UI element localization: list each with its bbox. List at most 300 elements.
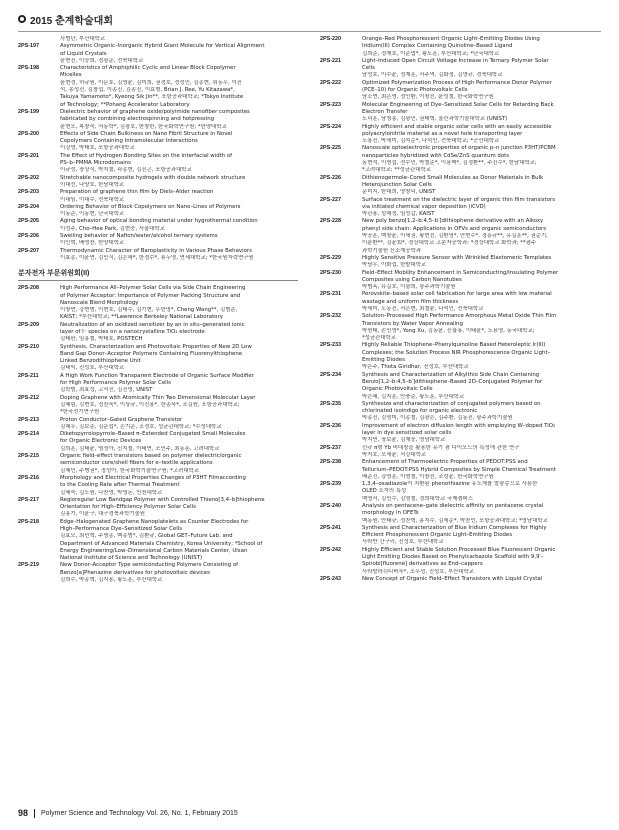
entry-line: 백영서, 김민수, 김영철, 경희대학교 국제캠퍼스 [362, 495, 473, 502]
entry-line: Organic Photovoltaic Cells [362, 386, 433, 393]
entry-line: 사라반 간구리, 진성호, 부산대학교 [362, 539, 444, 546]
entry-line: Micelles [60, 72, 82, 79]
entry-line: 김혜림, 김현호, 정찬욱*, 이상규, 이진용*, 한종욱*, 조길원, 포항공과대학교; [60, 401, 240, 408]
entry-line: *성균관대학교 [362, 335, 396, 342]
entry-line: 김태완, 임홍철, 박태호, POSTECH [60, 336, 143, 343]
entry-line: 남성호, 이수윤, 정재훈, 서주역, 김화정, 김영규, 경북대학교 [362, 72, 503, 79]
entry-body [60, 417, 297, 432]
header-divider [18, 31, 601, 32]
conference-title: 2015 춘계학술대회 [30, 15, 113, 27]
entry-body [60, 248, 297, 263]
entry-body [60, 475, 297, 497]
entry-line: Regioregular Low Bandgap Polymer with Controlled Thieno[3,4–b]thiophene [60, 496, 265, 503]
entry-body [60, 322, 297, 344]
entry-body [60, 131, 297, 153]
entry-id: 2PS-228 [320, 218, 341, 225]
abstract-entry [320, 401, 599, 423]
entry-line: Morphology and Electrical Properties Changes of P3HT Filmaccording [60, 474, 246, 481]
entry-line: Proton Conductor–Gated Graphene Transistor [60, 416, 183, 423]
abstract-entry [320, 313, 599, 342]
entry-id: 2PS-235 [320, 400, 341, 407]
journal-citation: Polymer Science and Technology Vol. 26, No. 1, February 2015 [41, 809, 238, 817]
entry-line: Perovskite–based solar cell fabrication for large area with low material [362, 291, 552, 298]
entry-body [362, 197, 599, 219]
entry-line: 김태익, 진성호, 부산대학교 [60, 365, 125, 372]
entry-body [362, 102, 599, 124]
entry-line: 사범단, 부산대학교 [60, 36, 106, 42]
entry-line: 배준진, 강영훈, 이명철, 이창진, 조성윤, 한국화학연구원 [362, 473, 494, 480]
entry-line: 남소연, 최은영, 정인환, 이창진, 윤성철, 한국화학연구원 [362, 94, 494, 101]
entry-body [60, 218, 297, 233]
entry-line: Energy Engineering/Low–Dimensional Carbon Materials Center, Ulsan [60, 547, 248, 554]
entry-body [362, 547, 599, 576]
entry-line: 김혜민, 주병권*, 정성아, 한국화학기술연구원; *고려대학교 [60, 467, 199, 474]
abstract-entry [18, 218, 297, 233]
entry-line: 문미지, 한대희, 양창덕, UNIST [362, 189, 436, 196]
entry-line: Dielectric behavior of graphene oxide/polyimide nanofiber composites [60, 108, 250, 115]
abstract-entry [18, 453, 297, 475]
entry-line: Molecular Engineering of Dye–Sensitized Solar Cells for Retarding Back [362, 101, 554, 108]
entry-line: Organic field–effect transistors based on polymer dielectric/organic [60, 453, 242, 460]
abstract-entry [18, 519, 297, 563]
entry-line: Aging behavior of optical bonding material under hygrothermal condition [60, 218, 258, 225]
entry-line: 김희수, 박종혁, 김지용, 황도훈, 부산대학교 [60, 577, 163, 584]
entry-line: of Technology; **Pohang Accelerator Laboratory [60, 101, 190, 108]
entry-body [60, 453, 297, 475]
entry-body [60, 497, 297, 519]
entry-line: Improvement of electron diffusion length with employing W–doped TiO₂ [362, 422, 556, 429]
entry-id: 2PS-209 [18, 321, 39, 328]
entry-body [362, 270, 599, 292]
entry-line: Orange–Red Phosphorescent Organic Light–Emitting Diodes Using [362, 36, 540, 42]
entry-line: High–Performance Dye–Sensitized Solar Cells [60, 526, 182, 532]
entry-line: chlorinated isoindigo for organic electronic [362, 408, 478, 415]
abstract-entry [18, 248, 297, 263]
abstract-entry [18, 431, 297, 453]
entry-body [362, 445, 599, 460]
entry-line: Benzo[a]Phenazine derivatives for photovoltaic devices [60, 569, 210, 576]
entry-body [60, 431, 297, 453]
entry-id: 2PS-237 [320, 444, 341, 451]
entry-id: 2PS-223 [320, 101, 341, 108]
entry-line: A High Work Function Transparent Electrode of Organic Surface Modifier [60, 372, 254, 379]
abstract-entry [18, 153, 297, 175]
entry-line: Asymmetric Organic–Inorganic Hybrid Giant Molecule for Vertical Alignment [60, 43, 265, 50]
entry-line: for Organic Electronic Devices [60, 438, 142, 445]
entry-line: Light Emitting Diodes Based on Phenylcarbazole Scaffold with 9,9′– [362, 554, 544, 561]
entry-line: Benzo[1,2–b:4,5–b′]dithiophene–Based 2D–Conjugated Polymer for [362, 378, 543, 385]
entry-id: 2PS-226 [320, 174, 341, 181]
entry-line: semiconductor core/shell fibers for e–textile applications [60, 460, 213, 467]
entry-line: 이강영, 박태호, 포항공과대학교 [60, 145, 135, 152]
entry-body [362, 124, 599, 146]
page-number: 98 [18, 808, 29, 818]
entry-line: Complexes; the Solution Process NIR Phosphorescence Organic Light– [362, 349, 551, 356]
entry-id: 2PS-234 [320, 371, 341, 378]
entry-line: Efficient Phosphorescent Organic Light–Emitting Diodes [362, 532, 513, 539]
entry-line: 박은주, Thota Giridhar, 진성호, 부산대학교 [362, 364, 469, 371]
entry-line: 이인혁, 배영찬, 한양대학교 [60, 240, 125, 247]
entry-line: layer in dye sensitized solar cells [362, 430, 452, 437]
entry-line: Emitting Diodes [362, 357, 405, 364]
entry-line: 박범옥, 유길호, 이광희, 광주과학기술원 [362, 284, 456, 291]
abstract-entry [18, 475, 297, 497]
entry-line: 과학기술원 신소재공학과 [362, 247, 421, 254]
entry-line: Diketopyrrolopyrrole–Based π–Extended Conjugated Small Molecules [60, 431, 246, 438]
entry-id: 2PS-238 [320, 459, 341, 466]
entry-body [362, 525, 599, 547]
entry-line: 이윤환**, 김윤회*, 경상대학교 고분자공학과; *경상대학교 화학과; **광주 [362, 240, 537, 247]
entry-line: wastage and uniform film thickness [362, 298, 459, 305]
abstract-entry [320, 547, 599, 576]
entry-line: Highly Reliable Thiophene–Phenylquinoline Based Heteroleptic Ir(III) [362, 342, 546, 349]
entry-line: Characteristics of Amphiphilic Cyclic and Linear Block Copolymer [60, 65, 236, 72]
entry-body [362, 36, 599, 58]
entry-body [362, 372, 599, 401]
entry-body [60, 285, 297, 321]
abstract-entry [18, 36, 297, 43]
entry-body [362, 175, 599, 197]
entry-id: 2PS-207 [18, 247, 39, 254]
entry-line: Solution–Processed High Performance Amorphous Metal Oxide Thin Film [362, 313, 557, 320]
entry-line: 이대임, 이대수, 전북대학교 [60, 196, 125, 203]
entry-line: Enhancement of Thermoelectric Properties of PEDOT:PSS and [362, 459, 528, 466]
abstract-entry [320, 372, 599, 401]
entry-id: 2PS-221 [320, 57, 341, 64]
entry-line: Spirobi[fluorene] derivatives as End–cappers [362, 561, 483, 568]
abstract-entry [18, 417, 297, 432]
entry-id: 2PS-206 [18, 233, 39, 240]
entry-line: Synthesis, Characterization and Photovoltaic Properties of New 2D Low [60, 343, 252, 350]
entry-line: Takuya Yamamoto*, Kyeong Sik Jin**, 포항공과대학교; *Tokyo Institute [60, 94, 244, 101]
abstract-entry [18, 189, 297, 204]
entry-body [362, 576, 599, 583]
entry-line: 이동준, 이동현, 단국대학교 [60, 211, 125, 218]
entry-line: Edge–Halogenated Graphene Nanoplatelets as Counter Electrodes for [60, 518, 249, 525]
left-bottom-entries [18, 285, 297, 584]
entry-line: Electron Transfer [362, 108, 408, 115]
right-entries [320, 36, 599, 583]
entry-id: 2PS-203 [18, 189, 39, 196]
abstract-entry [18, 562, 297, 584]
entry-body [362, 291, 599, 313]
entry-line: Synthesis and Characterization of Alkylthio Side Chain Containing [362, 371, 540, 378]
abstract-entry [320, 291, 599, 313]
entry-line: Copolymers Containing Intramolecular Interactions [60, 138, 198, 145]
entry-id: 2PS-211 [18, 372, 39, 379]
entry-line: 박남우, 이화섭, 한밭대학교 [362, 262, 427, 269]
entry-body [362, 503, 599, 525]
entry-line: 박은혜, 김지훈, 안충준, 황도훈, 부산대학교 [362, 393, 465, 400]
page-header [18, 12, 113, 26]
entry-id: 2PS-199 [18, 108, 39, 115]
page-footer [18, 808, 238, 818]
entry-line: New Concept of Organic Field–Effect Transistors with Liquid Crystal [362, 575, 543, 582]
entry-line: for High Performance Polymer Solar Cells [60, 380, 171, 387]
entry-line: *한국전기연구원 [60, 409, 100, 416]
entry-line: Nanoscale optoelectronic properties of organic p–n junction P3HT/PCBM [362, 145, 556, 152]
entry-line: 이성주, Cho–Hee Park, 김현중, 서울대학교 [60, 225, 165, 232]
entry-line: National Institute of Science and Technology (UNIST) [60, 555, 203, 562]
entry-id [18, 36, 60, 43]
entry-body [60, 43, 297, 65]
abstract-entry [18, 395, 297, 417]
abstract-entry [320, 525, 599, 547]
entry-id: 2PS-205 [18, 218, 39, 225]
entry-line: Surface treatment on the dielectric layer of organic thin film transistors [362, 196, 556, 203]
entry-line: 1,3,4–oxadiazole이 치환된 phenothiazine 유도체를 발광층으로 사용한 [362, 481, 538, 488]
abstract-entry [320, 255, 599, 270]
entry-line: 박지연, 장보윤, 김재웅, 영남대학교 [362, 437, 446, 444]
entry-line: Highly Sensitive Pressure Sensor with Wrinkled Elastomeric Templates [362, 254, 552, 261]
entry-id: 2PS-208 [18, 285, 39, 292]
abstract-entry [18, 131, 297, 153]
entry-line: 김희훈, 김태윤, 염정아, 신지철, 이태연, 조민주, 최동훈, 고려대학교 [60, 445, 220, 452]
entry-body [362, 80, 599, 102]
entry-line: Dithienogermole–Cored Small Molecules as Donor Materials in Bulk [362, 174, 544, 181]
entry-line: 김홍기, 이윤구, 대구경북과학기술원 [60, 511, 145, 518]
abstract-entry [18, 43, 297, 65]
abstract-entry [320, 80, 599, 102]
entry-id: 2PS-216 [18, 474, 39, 481]
entry-line: Stretchable nanocomposite hydrogels with double network structure [60, 174, 246, 181]
entry-line: 노덕훈, 남청송, 김광민, 권태혁, 울산과학기술대학교 (UNIST) [362, 116, 508, 123]
entry-line: Synthesis and Characterization of Blue Iridium Complexes for Highly [362, 524, 547, 531]
abstract-entry [18, 497, 297, 519]
entry-line: 박종진, 김영미, 이종철, 김광은, 김주환, 김동진, 광주과학기술원 [362, 415, 513, 422]
entry-id: 2PS-212 [18, 394, 39, 401]
entry-body [60, 109, 297, 131]
entry-id: 2PS-242 [320, 546, 341, 553]
abstract-entry [18, 65, 297, 109]
entry-body [362, 459, 599, 481]
left-top-entries [18, 36, 297, 262]
abstract-entry [18, 285, 297, 321]
entry-id: 2PS-214 [18, 431, 39, 438]
entry-id: 2PS-217 [18, 496, 39, 503]
entry-line: Tellurium–PEDOT:PSS Hybrid Composites by Simple Chemical Treatment [362, 466, 556, 473]
entry-line: KAIST; *부산대학교; **Lawrence Berkeley National Laboratory [60, 314, 223, 321]
entry-line: 사라발라쉬디버루*, 조우성, 진성호, 부산대학교 [362, 568, 474, 575]
entry-body [362, 481, 599, 503]
entry-line: 동현석, 이명섭, 전수민, 박철준*, 이용백*, 김정환**, 주진수*, 한남대학교; [362, 160, 537, 167]
entry-id: 2PS-222 [320, 79, 341, 86]
entry-id: 2PS-239 [320, 481, 341, 488]
entry-line: Nanoscale Blend Morphology [60, 299, 139, 306]
entry-id: 2PS-229 [320, 254, 341, 261]
abstract-entry [320, 197, 599, 219]
entry-id: 2PS-201 [18, 152, 39, 159]
entry-line: Neutralization of an oxidized sensitizer by an in situ–generated ionic [60, 321, 245, 328]
entry-body [362, 145, 599, 174]
abstract-entry [320, 503, 599, 525]
abstract-entry [320, 218, 599, 254]
abstract-entry [320, 102, 599, 124]
entry-line: Swelling behavior of Nafion/water/alcohol ternary systems [60, 233, 218, 240]
entry-id: 2PS-197 [18, 43, 39, 50]
entry-body [60, 204, 297, 219]
entry-body [60, 36, 297, 43]
entry-line: 윤현진, 이승희, 정광운, 전북대학교 [60, 57, 144, 64]
entry-line: 이효종, 이윤연, 김민식, 김은혜*, 한정수*, 류두영, 연세대학교; *한국원자력연구원 [60, 254, 254, 261]
entry-line: Field–Effect Mobility Enhancement in Semiconducting/Insulating Polymer [362, 269, 559, 276]
entry-line: (PCE–10) for Organic Photovoltaic Cells [362, 87, 468, 94]
entry-line: via initiated chemical vapor deposition (iCVD) [362, 203, 486, 210]
entry-line: polyacrylonitrile material as a novel hole transporting layer [362, 130, 523, 137]
entry-line: 박관용, 성해정, 임성갑, KAIST [362, 211, 435, 218]
abstract-entry [18, 204, 297, 219]
entry-id: 2PS-198 [18, 65, 39, 72]
entry-id: 2PS-227 [320, 196, 341, 203]
entry-id: 2PS-240 [320, 503, 341, 509]
entry-line: 신규 π형 Yb 비대칭을 활용한 유기 광 다이오드의 특성에 관한 연구 [362, 444, 520, 451]
abstract-entry [320, 175, 599, 197]
entry-line: 이규성, 장상식, 박지철, 곽종현, 김진곤, 포항공과대학교 [60, 167, 192, 174]
entry-line: Orientation for High–Efficiency Polymer Solar Cells [60, 504, 196, 511]
entry-id: 2PS-224 [320, 123, 341, 130]
entry-id: 2PS-241 [320, 524, 341, 531]
entry-id: 2PS-243 [320, 575, 341, 582]
entry-line: Band Gap Donor–Acceptor Polymers Containing Fluorenylthiophene [60, 350, 243, 357]
entry-line: 박세미, 노동진, 서은현, 최철윤, 나석인, 전북대학교 [362, 305, 484, 312]
abstract-entry [320, 459, 599, 481]
entry-line: to the Cooling Rate after Thermal Treatment [60, 482, 180, 489]
entry-line: Department of Advanced Materials Chemistry, Korea University; *School of [60, 540, 263, 547]
entry-body [362, 401, 599, 423]
entry-id: 2PS-200 [18, 130, 39, 137]
entry-body [60, 189, 297, 204]
entry-line: phenyl side chain: Applications in OFVs and organic semiconductors [362, 225, 547, 232]
entry-line: Preparation of graphene thin film by Diels–Alder reaction [60, 189, 214, 196]
entry-line: of Liquid Crystals [60, 50, 107, 57]
abstract-entry [320, 576, 599, 583]
entry-body [362, 218, 599, 254]
abstract-entry [320, 36, 599, 58]
entry-id: 2PS-213 [18, 416, 39, 423]
entry-line: Synthesize and characterization of conjugated polymers based on [362, 400, 541, 407]
entry-id: 2PS-204 [18, 203, 39, 210]
entry-id: 2PS-233 [320, 342, 341, 349]
entry-body [362, 342, 599, 371]
entry-id: 2PS-225 [320, 145, 341, 152]
entry-body [362, 313, 599, 342]
entry-line: OLED 소자의 특성 [362, 488, 407, 495]
entry-body [60, 175, 297, 190]
abstract-entry [320, 270, 599, 292]
entry-body [60, 373, 297, 395]
right-column [320, 36, 599, 583]
entry-line: New poly benzo[1,2–b:4,5–b′]dithiophene derivative with an Alkoxy [362, 218, 544, 225]
entry-line: Composites using Carbon Nanotubes [362, 276, 462, 283]
abstract-entry [18, 175, 297, 190]
entry-body [60, 519, 297, 563]
entry-line: 이창연, 강현범, 이현호, 김태수, 김기현, 우한영*, Cheng Wang**, 김범준, [60, 307, 238, 314]
abstract-entry [320, 481, 599, 503]
entry-id: 2PS-230 [320, 269, 341, 276]
entry-body [60, 395, 297, 417]
entry-body [362, 255, 599, 270]
abstract-entry [320, 445, 599, 460]
entry-id: 2PS-231 [320, 291, 341, 298]
abstract-entry [18, 373, 297, 395]
entry-line: 박지호, 오세윤, 서강대학교 [362, 451, 427, 458]
entry-line: fabricated by combining electrospinning and hotpressing [60, 116, 215, 123]
entry-line: morphology in OFETs [362, 510, 419, 517]
entry-line: Highly efficient and stable organic solar cells with an easily accessible [362, 123, 552, 130]
entry-body [60, 233, 297, 248]
entry-line: layer of I⁻ species on a nanocrystalline TiO₂ electrode [60, 328, 205, 335]
entry-line: New Donor–Acceptor Type semiconducting Polymers Consisting of [60, 562, 239, 569]
entry-body [60, 153, 297, 175]
abstract-entry [320, 58, 599, 80]
section-heading: 분자전자 부문위원회(II) [18, 268, 298, 281]
abstract-entry [320, 423, 599, 445]
entry-line: Optimized Polymerization Process of High Performance Donor Polymer [362, 79, 552, 86]
abstract-entry [18, 322, 297, 344]
entry-id: 2PS-202 [18, 174, 39, 181]
entry-body [362, 423, 599, 445]
entry-id: 2PS-210 [18, 343, 39, 350]
entry-line: Thermodynamic Character of Baroplasticity in Various Phase Behaviors [60, 247, 252, 254]
abstract-entry [320, 124, 599, 146]
entry-line: Doping Graphene with Atomically Thin Two Dimensional Molecular Layer [60, 394, 256, 401]
entry-line: 김희준, 정재호, 이준엽*, 황도훈, 부산대학교; *단국대학교 [362, 50, 500, 57]
abstract-entry [320, 145, 599, 174]
entry-line: Analysis on pentacene–gate dielectric affinity on pentacene crystal [362, 503, 544, 509]
entry-line: 노용진, 박세미, 김석순*, 나석인, 전북대학교; *군산대학교 [362, 138, 500, 145]
entry-line: The Effect of Hydrogen Bonding Sites on the interfacial width of [60, 152, 233, 159]
entry-line: Transistors by Water Vapor Annealing [362, 320, 463, 327]
left-column [18, 36, 297, 584]
entry-body [60, 562, 297, 584]
entry-line: 윤현경, 허규원, 이문호, 김영윤, 김미희, 권경호, 정성민, 김종현, 위동우, 이진 [60, 79, 242, 86]
entry-line: of Polymer Acceptor: Importance of Polymer Packing Structure and [60, 292, 241, 299]
entry-line: 김혜우, 김보준, 김운섭*, 손기운, 조정호, 성균관대학교; *수성대학교 [60, 423, 222, 430]
entry-id: 2PS-218 [18, 518, 39, 525]
entry-line: 박원태, 손인영*, Yong Xu, 김동윤, 신율휴, 이태윤*, 노용영, 동국대학교; [362, 327, 535, 334]
entry-body [362, 58, 599, 80]
circle-bullet-icon [18, 15, 26, 23]
entry-body [60, 344, 297, 373]
entry-line: Ordering Behavior of Block Copolymers on Nano–Lines of Polymers [60, 203, 241, 210]
entry-line: 윤현오, 복창숙, 서동학*, 김광호, 한창한, 한국화학연구원; *한양대학교 [60, 123, 227, 130]
entry-line: 김혜숙, 김도원, 나찬영, 박영돈, 인천대학교 [60, 489, 163, 496]
entry-line: 박공훈, 백창윤, 이세권, 황현진, 김환녕*, 안현수*, 경흥규**, 유길훈**, 권순기, [362, 233, 548, 240]
abstract-entry [18, 344, 297, 373]
entry-line: Cells [362, 65, 375, 72]
entry-id: 2PS-220 [320, 36, 341, 42]
entry-id: 2PS-215 [18, 453, 39, 460]
entry-line: 김효모, 최민혁, 주명종, 백종범*, 김환규, Global GET–Future Lab. and [60, 533, 233, 540]
entry-line: Highly Efficient and Stable Solution Processed Blue Fluorescent Organic [362, 546, 556, 553]
entry-line: *고려대학교; **성균관대학교 [362, 167, 431, 174]
abstract-entry [18, 233, 297, 248]
entry-id: 2PS-219 [18, 562, 39, 569]
entry-line: High Performance All–Polymer Solar Cells via Side Chain Engineering [60, 285, 246, 292]
entry-body [60, 65, 297, 109]
abstract-entry [320, 342, 599, 371]
entry-line: nanoparticles hybridized with CdSe/ZnS quantum dots [362, 152, 510, 159]
entry-line: 이대선, 나양호, 한남대학교 [60, 181, 125, 188]
entry-id: 2PS-232 [320, 313, 341, 320]
footer-divider [34, 809, 35, 818]
entry-line: Heterojunction Solar Cells [362, 181, 432, 188]
entry-line: PS–b–PMMA Microdomains [60, 160, 131, 167]
entry-line: Linked Benzodithiophene Unit [60, 358, 141, 365]
abstract-entry [18, 109, 297, 131]
entry-line: 백동원, 안태규, 정찬혁, 홍지수, 김세준*, 박찬언, 포항공과대학교; *영남대학교 [362, 517, 548, 524]
entry-line: Iridium(III) Complex Containing Quinoline–Based Ligand [362, 43, 513, 50]
